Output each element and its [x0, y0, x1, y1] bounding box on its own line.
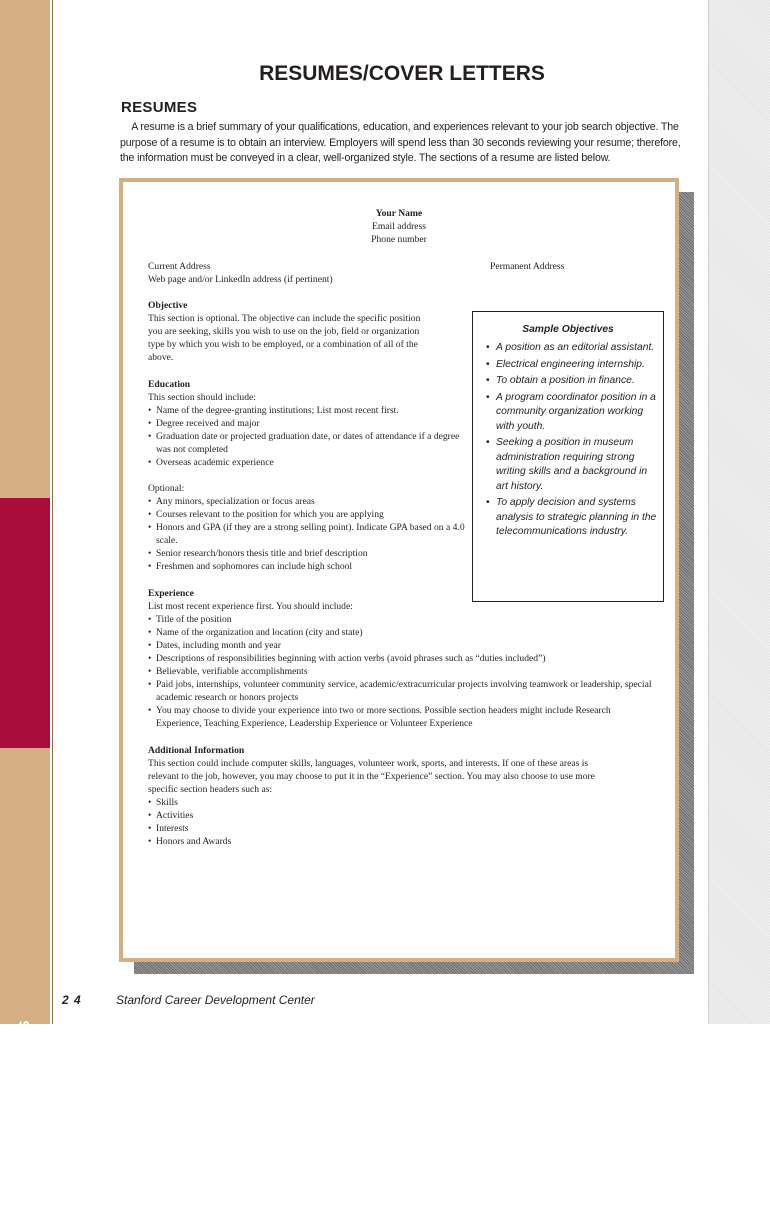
education-optional-label: Optional:: [148, 483, 185, 494]
list-item: • Courses relevant to the position for which you are applying: [148, 508, 468, 521]
list-item: • A program coordinator position in a community organization working with youth.: [486, 391, 658, 435]
left-margin-rule: [52, 0, 53, 1024]
experience-intro: List most recent experience first. You should include:: [148, 601, 353, 612]
list-item: • To obtain a position in finance.: [486, 374, 658, 389]
list-item: • Senior research/honors thesis title and brief description: [148, 547, 468, 560]
sample-objectives-title: Sample Objectives: [522, 324, 614, 335]
resume-phone: Phone number: [371, 234, 427, 245]
list-item: • Honors and Awards: [148, 835, 448, 848]
education-list: [148, 404, 466, 469]
sample-objectives-list: [486, 341, 658, 542]
additional-list: [148, 796, 448, 848]
footer-text: Stanford Career Development Center: [116, 993, 315, 1007]
additional-heading: Additional Information: [148, 745, 245, 756]
current-address: Current Address: [148, 261, 211, 272]
section-heading: RESUMES: [121, 99, 198, 116]
objective-line: type by which you wish to be employed, or a combination of all of the: [148, 339, 418, 350]
list-item: • Paid jobs, internships, volunteer community service, academic/extracurricular projects involving teamwork or leadership, special academic research or honors projects: [148, 678, 658, 704]
list-item: • Activities: [148, 809, 448, 822]
additional-line: This section could include computer skills, languages, volunteer work, sports, and interests. If one of these areas is: [148, 758, 589, 769]
web-address: Web page and/or LinkedIn address (if pertinent): [148, 274, 333, 285]
list-item: • Seeking a position in museum administration requiring strong writing skills and a background in art history.: [486, 436, 658, 494]
list-item: • Skills: [148, 796, 448, 809]
education-intro: This section should include:: [148, 392, 256, 403]
list-item: • Any minors, specialization or focus areas: [148, 495, 468, 508]
list-item: • Title of the position: [148, 613, 658, 626]
additional-line: specific section headers such as:: [148, 784, 273, 795]
page-title: RESUMES/COVER LETTERS: [259, 62, 545, 85]
objective-line: This section is optional. The objective can include the specific position: [148, 313, 421, 324]
page-number: 2 4: [62, 993, 82, 1007]
resume-name: Your Name: [375, 208, 423, 219]
list-item: • Overseas academic experience: [148, 456, 466, 469]
permanent-address: Permanent Address: [490, 261, 565, 272]
list-item: • Freshmen and sophomores can include high school: [148, 560, 468, 573]
education-heading: Education: [148, 379, 191, 390]
list-item: • Degree received and major: [148, 417, 466, 430]
list-item: • Name of the degree-granting institutions; List most recent first.: [148, 404, 466, 417]
list-item: • Descriptions of responsibilities beginning with action verbs (avoid phrases such as “duties included”): [148, 652, 658, 665]
objective-line: above.: [148, 352, 174, 363]
intro-paragraph: [120, 120, 688, 167]
objective-heading: Objective: [148, 300, 188, 311]
list-item: • Interests: [148, 822, 448, 835]
sample-resume: [119, 178, 679, 962]
section-side-tab: [0, 498, 50, 1222]
list-item: • To apply decision and systems analysis to strategic planning in the telecommunications industry.: [486, 496, 658, 540]
objective-line: you are seeking, skills you wish to use on the job, field or organization: [148, 326, 420, 337]
list-item: • A position as an editorial assistant.: [486, 341, 658, 356]
list-item: • Graduation date or projected graduation date, or dates of attendance if a degree was not completed: [148, 430, 466, 456]
list-item: • Honors and GPA (if they are a strong selling point). Indicate GPA based on a 4.0 scale.: [148, 521, 468, 547]
resume-email: Email address: [371, 221, 427, 232]
experience-list: [148, 613, 658, 730]
additional-line: relevant to the job, however, you may choose to put it in the “Experience” section. You may also choose to use more: [148, 771, 595, 782]
list-item: • Name of the organization and location (city and state): [148, 626, 658, 639]
list-item: • Electrical engineering internship.: [486, 358, 658, 373]
list-item: • Believable, verifiable accomplishments: [148, 665, 658, 678]
experience-heading: Experience: [148, 588, 194, 599]
education-optional-list: [148, 495, 468, 573]
sample-objectives-box: [472, 311, 664, 602]
list-item: • You may choose to divide your experience into two or more sections. Possible section headers might include Research Experience, Teaching Experience, Leadership Experience or Volunteer Experience: [148, 704, 658, 730]
intro-text: A resume is a brief summary of your qualifications, education, and experiences relevant to your job search objective. The purpose of a resume is to obtain an interview. Employers will spend less than 30 seconds reviewing your resume; therefore, the information must be conveyed in a clear, well-organized style. The sections of a resume are listed below.: [120, 121, 681, 164]
list-item: • Dates, including month and year: [148, 639, 658, 652]
right-pattern-margin: [708, 0, 770, 1024]
side-tab-label: RESUMES/COVER LETTERS: [17, 1020, 33, 1222]
